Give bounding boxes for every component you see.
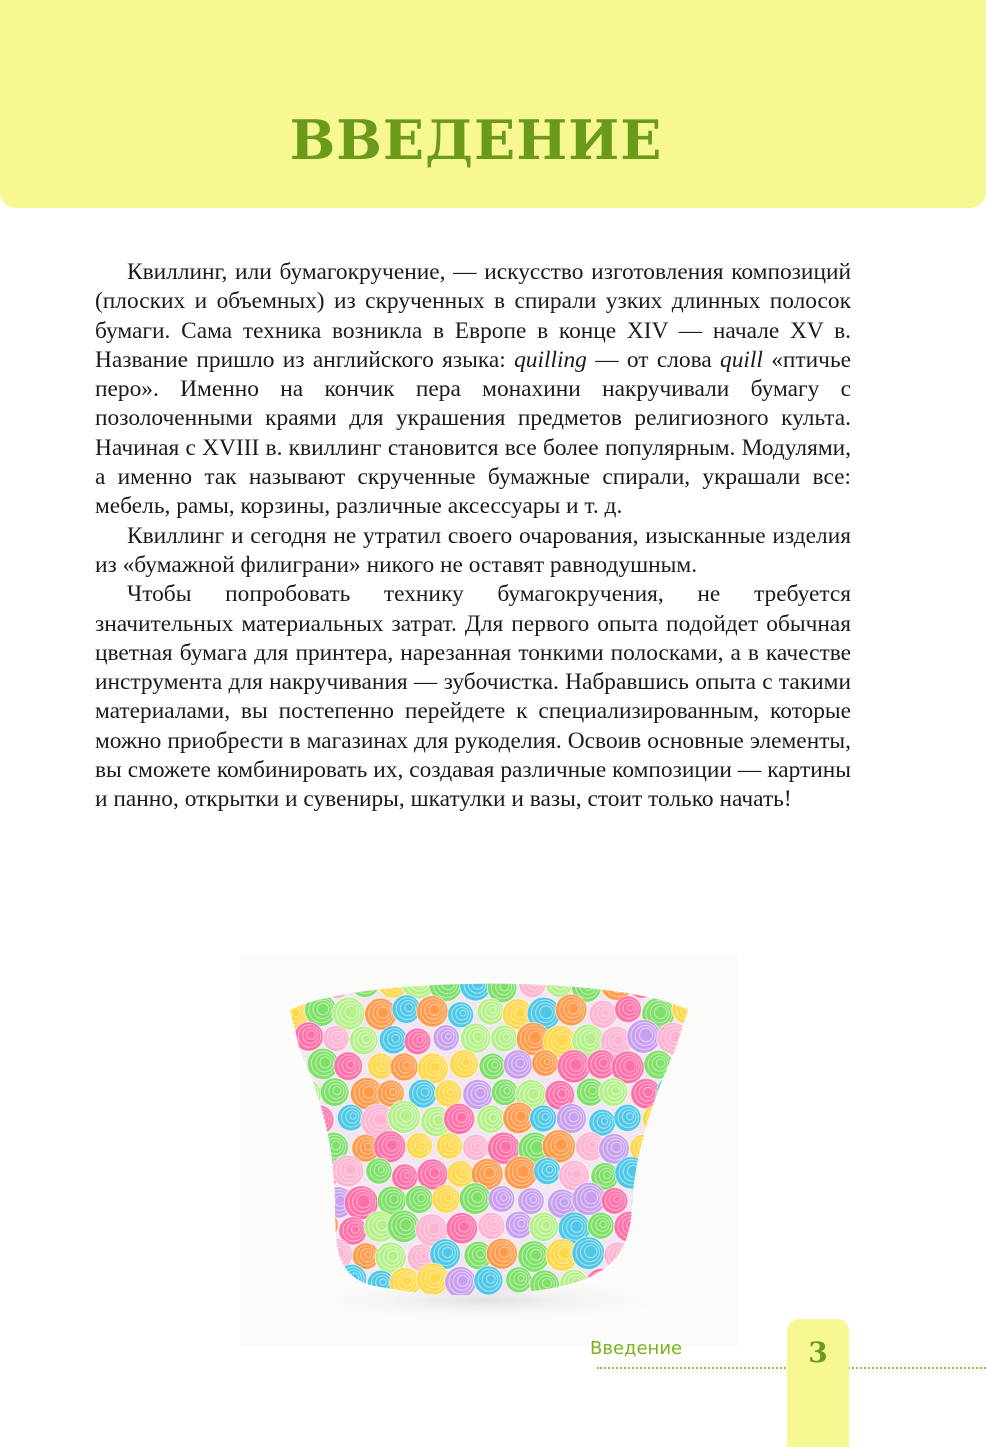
paper-coil: [304, 1105, 334, 1135]
paper-coil: [350, 967, 380, 997]
paper-coil: [702, 1054, 731, 1083]
paper-coil: [504, 1156, 537, 1189]
paper-coil: [294, 1022, 323, 1051]
paragraph-1-end: «птичье перо». Именно на кончик пера монахини накручивали бумагу с позолоченными краями для украшения предметов религиозного культа. Начиная с XVIII в. квиллинг становится все более популярным. Модулями, а именно так называют скрученные бумажные спирали, украшали все: мебель, рамы, корзины, различные аксессуары и т. д.: [95, 346, 851, 520]
paper-coil: [474, 1266, 503, 1295]
paper-coil: [417, 996, 448, 1027]
paper-coil: [488, 1186, 515, 1213]
paper-coil: [604, 1242, 631, 1269]
paper-coil: [463, 1134, 489, 1160]
paper-coil: [557, 1050, 590, 1083]
paper-coil: [294, 1132, 324, 1162]
paper-coil: [657, 1022, 689, 1054]
paper-coil: [379, 1026, 407, 1054]
paper-coil: [445, 1267, 476, 1298]
paper-coil: [388, 1101, 421, 1134]
paper-coil: [615, 1157, 647, 1189]
paper-coil: [587, 1212, 614, 1239]
paper-coil: [556, 1104, 586, 1134]
paragraph-1-start: Квиллинг, или бумагокручение, — искусство изготовления композиций (плоских и объемных) из скрученных в спирали узких длинных полосок бумаги. Сама техника возникла в Европе в конце XIV — начале XV в. Название пришло из английского языка:: [95, 259, 851, 373]
paper-coil: [683, 1078, 714, 1109]
paragraph-1: [95, 258, 851, 522]
paper-coil: [390, 1053, 418, 1081]
paper-coil: [627, 1020, 661, 1054]
paper-coil: [378, 968, 408, 998]
paper-coil: [670, 1107, 700, 1137]
paper-coil: [631, 1079, 661, 1109]
header-band: [0, 0, 986, 208]
term-quill: quill: [720, 346, 763, 373]
paper-coil: [546, 971, 573, 998]
paper-coil: [460, 1023, 490, 1053]
paper-coil: [432, 1185, 460, 1213]
paper-coil: [446, 1213, 477, 1244]
paper-coil: [401, 966, 435, 1000]
paper-coil: [589, 1000, 617, 1028]
vase-body: [240, 955, 738, 1347]
paper-coil: [601, 1188, 628, 1215]
paper-coil: [673, 1052, 701, 1080]
paper-coil: [503, 1050, 532, 1079]
paper-coil: [294, 972, 321, 999]
paper-coil: [366, 1158, 392, 1184]
paper-coil: [349, 1026, 378, 1055]
paper-coil: [519, 970, 546, 997]
paper-coil: [264, 1237, 295, 1268]
body-text: [95, 258, 851, 815]
paper-coil: [599, 1078, 628, 1107]
paper-coil: [435, 1080, 462, 1107]
paper-coil: [674, 1157, 703, 1186]
paper-coil: [673, 1216, 701, 1244]
paper-coil: [436, 1133, 462, 1159]
paper-coil: [280, 1106, 310, 1136]
paper-coil: [614, 1104, 641, 1131]
paper-coil: [659, 1189, 688, 1218]
paper-coil: [657, 1076, 687, 1106]
paper-coil: [700, 1161, 732, 1193]
paper-coil: [337, 1104, 364, 1131]
paper-coil: [460, 970, 491, 1001]
paper-coil: [697, 997, 725, 1025]
paragraph-3: Чтобы попробовать технику бумагокручения, не требуется значительных материальных затрат. Для первого опыта подойдет обычная цветная бумага для принтера, нарезанная тонкими полосками, а в качестве инструмента для накручивания — зубочистка. Набравшись опыта с такими материалами, вы постепенно перейдете к специализированным, которые можно приобрести в магазинах для рукоделия. Освоив основные элементы, вы сможете комбинировать их, создавая различные композиции — картины и панно, открытки и сувениры, шкатулки и вазы, стоит только начать!: [95, 581, 851, 813]
paper-coil: [658, 1239, 688, 1269]
paper-coil: [572, 1182, 605, 1215]
page-title: ВВЕДЕНИЕ: [289, 108, 663, 172]
paper-coil: [264, 1187, 294, 1217]
paper-coil: [614, 1211, 645, 1242]
paper-coil: [486, 1238, 517, 1269]
paper-coil: [266, 972, 293, 999]
footer-section-label: Введение: [590, 1338, 683, 1359]
paper-coil: [702, 1107, 731, 1136]
paper-coil: [405, 1186, 433, 1214]
paper-coil: [450, 1050, 479, 1079]
paper-coil: [491, 1079, 518, 1106]
paper-coil: [478, 1212, 505, 1239]
paper-coil: [683, 1022, 716, 1055]
paper-coil: [276, 1050, 306, 1080]
paper-coil: [631, 1188, 659, 1216]
paper-coil: [529, 1212, 558, 1241]
paper-coil: [642, 1216, 671, 1245]
paper-coil: [532, 1050, 558, 1076]
paragraph-2: Квиллинг и сегодня не утратил своего очарования, изысканные изделия из «бумажной филиграни» никого не оставят равнодушным.: [95, 522, 851, 578]
term-quilling: quilling: [514, 346, 587, 373]
paper-coil: [292, 1184, 324, 1216]
paper-coil: [530, 1105, 557, 1132]
paper-coil: [518, 1188, 545, 1215]
paper-coil: [656, 1129, 686, 1159]
paper-coil: [555, 994, 587, 1026]
paper-coil: [311, 1212, 338, 1239]
paper-coil: [268, 1023, 295, 1050]
paper-coil: [699, 1267, 727, 1295]
paper-coil: [404, 1028, 431, 1055]
paragraph-1-mid: — от слова: [586, 346, 721, 373]
paper-coil: [332, 1155, 364, 1187]
quilled-vase-illustration: [240, 955, 738, 1347]
paper-coil: [268, 1079, 295, 1106]
paper-coil: [334, 1052, 363, 1081]
quilled-vase-photo: [240, 955, 738, 1347]
paper-coil: [506, 1267, 532, 1293]
paper-coil: [491, 1025, 518, 1052]
paper-coil: [654, 969, 685, 1000]
paper-coil: [277, 1214, 309, 1246]
paper-coil: [643, 1158, 671, 1186]
paper-coil: [294, 1244, 321, 1271]
paper-coil: [534, 1158, 561, 1185]
paper-coil: [615, 996, 642, 1023]
paper-coil: [688, 969, 718, 999]
paper-coil: [682, 1134, 713, 1165]
page-number: 3: [808, 1336, 828, 1369]
paper-coil: [323, 1025, 349, 1051]
paper-coil: [322, 970, 350, 998]
paper-coil: [684, 1186, 717, 1219]
paper-coil: [406, 1133, 432, 1159]
paper-coil: [459, 1183, 490, 1214]
paper-coil: [387, 1210, 419, 1242]
paper-coil: [572, 1237, 605, 1270]
paper-coil: [433, 1025, 459, 1051]
paper-coil: [701, 1209, 734, 1242]
paper-coil: [627, 969, 657, 999]
paper-coil: [672, 995, 700, 1023]
paper-coil: [477, 1105, 505, 1133]
paper-coil: [479, 1053, 506, 1080]
paper-coil: [447, 1160, 474, 1187]
paper-coil: [673, 1267, 700, 1294]
paper-coil: [477, 998, 504, 1025]
paper-coil: [444, 1103, 475, 1134]
paper-coil: [264, 1129, 296, 1161]
paper-coil: [290, 1079, 321, 1110]
paper-coil: [278, 1163, 306, 1191]
paper-coil: [644, 1050, 673, 1079]
paper-coil: [630, 1238, 663, 1271]
paper-coil: [685, 1240, 715, 1270]
paper-coil: [320, 1078, 349, 1107]
paper-coil: [642, 1106, 669, 1133]
paper-coil: [417, 1263, 449, 1295]
